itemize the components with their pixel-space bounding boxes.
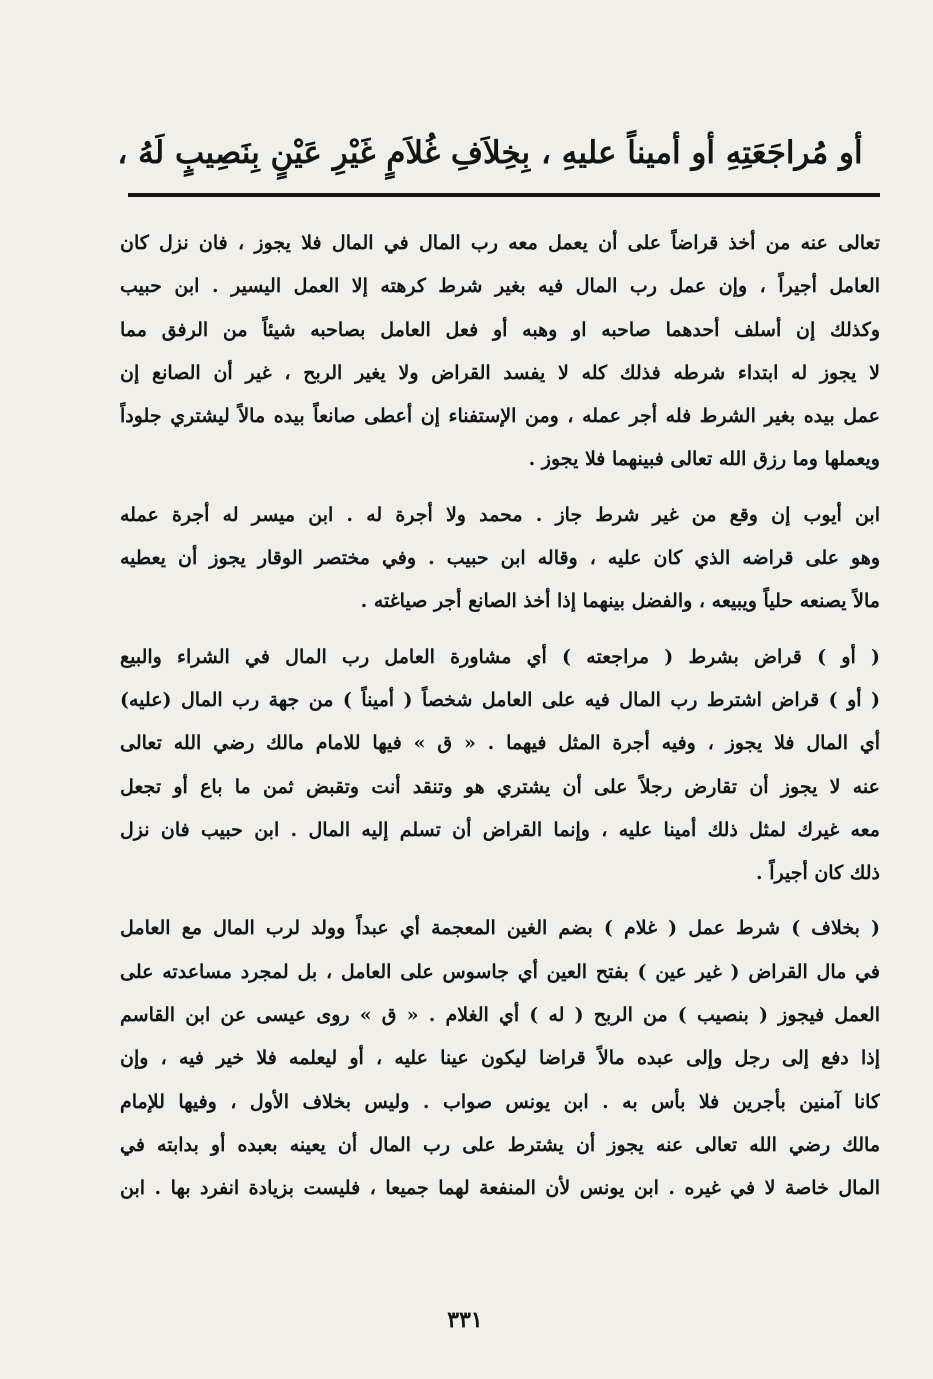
paragraph: [120, 494, 880, 624]
text-line: وكذلك إن أسلف أحدهما صاحبه او وهبه أو فعل العامل بصاحبه شيئاً من الرفق مما: [120, 318, 880, 341]
paragraph: [120, 636, 880, 896]
text-line: عنه لا يجوز أن تقارض رجلاً على أن يشتري هو وتنقد أنت وتقبض ثمن ما باع أو تجعل: [120, 775, 880, 798]
text-line: أي المال فلا يجوز ، وفيه أجرة المثل فيهما . « ق » فيها للامام مالك رضي الله تعالى: [120, 732, 880, 755]
separator-rule: [128, 193, 880, 197]
text-line: ( بخلاف ) شرط عمل ( غلام ) بضم الغين المعجمة أي عبداً وولد لرب المال مع العامل: [120, 917, 880, 940]
text-line: العامل أجيراً ، وإن عمل رب المال فيه بغير شرط كرهته إلا العمل اليسير . ابن حبيب: [120, 275, 880, 298]
text-line: إذا دفع إلى رجل وإلى عبده مالاً قراضا ليكون عينا عليه ، أو ليعلمه فلا خير فيه ، وإن: [120, 1047, 880, 1070]
text-line: كانا آمنين بأجرين فلا بأس به . ابن يونس صواب . وليس بخلاف الأول ، وفيها للإمام: [120, 1090, 880, 1113]
text-line: ويعملها وما رزق الله تعالى فبينهما فلا يجوز .: [528, 448, 880, 471]
text-line: معه غيرك لمثل ذلك أمينا عليه ، وإنما القراض أن تسلم إليه المال . ابن حبيب فان نزل: [120, 818, 880, 841]
text-line: العمل فيجوز ( بنصيب ) من الربح ( له ) أي الغلام . « ق » روى عيسى عن ابن القاسم: [120, 1004, 880, 1027]
paragraph: [120, 907, 880, 1210]
text-line: ذلك كان أجيراً .: [755, 862, 880, 885]
text-line: عمل بيده بغير الشرط فله أجر عمله ، ومن الإستفناء إن أعطى صانعاً بيده مالاً ليشتري جلوداً: [120, 405, 880, 428]
text-line: ( أو ) قراض بشرط ( مراجعته ) أي مشاورة العامل رب المال في الشراء والبيع: [120, 645, 880, 668]
text-line: في مال القراض ( غير عين ) بفتح العين أي جاسوس على العامل ، بل لمجرد مساعدته على: [120, 960, 880, 983]
text-line: ( أو ) قراض اشترط رب المال فيه على العامل شخصاً ( أميناً ) من جهة رب المال (عليه): [120, 688, 880, 711]
text-line: المال خاصة لا في غيره . ابن يونس لأن المنفعة لهما جميعا ، فليست بزيادة انفرد بها . ابن: [120, 1177, 880, 1200]
matn-heading: أو مُراجَعَتِهِ أو أميناً عليهِ ، بِخِلاَفِ غُلاَمٍ غَيْرِ عَيْنٍ بِنَصِيبٍ لَهُ ،: [117, 135, 863, 171]
text-line: مالاً يصنعه حلياً ويبيعه ، والفضل بينهما إذا أخذ الصانع أجر صياغته .: [360, 590, 880, 613]
page-number: ٣٣١: [447, 1307, 483, 1333]
text-line: مالك رضي الله تعالى عنه يجوز أن يشترط على رب المال أن يعينه بعبده أو بدابته في: [120, 1133, 880, 1156]
text-line: ابن أيوب إن وقع من غير شرط جاز . محمد ولا أجرة له . ابن ميسر له أجرة عمله: [120, 503, 880, 526]
text-line: لا يجوز له ابتداء شرطه فذلك كله لا يفسد القراض ولا يغير الربح ، غير أن الصانع إن: [120, 361, 880, 384]
text-line: تعالى عنه من أخذ قراضاً على أن يعمل معه رب المال في المال فلا يجوز ، فان نزل كان: [120, 232, 880, 254]
paragraph: [120, 222, 880, 482]
commentary-text: [120, 222, 880, 1211]
text-line: وهو على قراضه الذي كان عليه ، وقاله ابن حبيب . وفي مختصر الوقار يجوز أن يعطيه: [120, 547, 880, 570]
